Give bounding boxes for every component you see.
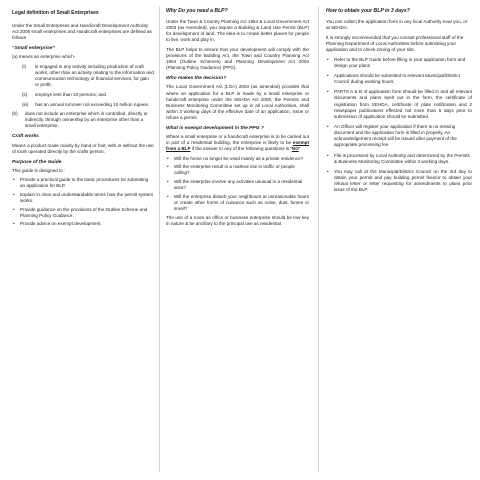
small-enterprise-subheading: “Small enterprise” bbox=[12, 46, 55, 52]
list-item: • Refer to the BLP Guide before filling in your application form and design your plans bbox=[326, 57, 472, 69]
list-item: • You may call at the Municipal/District Council on the 3rd day to obtain your permit and pay building permit fees/or to obtain your refusal letter or letter requesting for amendments to plans prior issue of the BLP. bbox=[326, 169, 472, 193]
list-item: • Explain in clear and understandable terms how the permit system works. bbox=[12, 192, 154, 204]
decision-subheading: Who makes the decision? bbox=[166, 76, 227, 82]
list-item: • File is processed by Local Authority and determined by the Permits & Business Monitoring Committee within 3 working days. bbox=[326, 153, 472, 165]
list-item: • Provide advice on exempt development. bbox=[12, 221, 154, 227]
column-divider bbox=[159, 6, 160, 472]
exempt-text: ” bbox=[298, 146, 301, 152]
legal-intro: Under the Small Enterprises and Handicraft Development Authority Act 2005 small enterprises and Handicraft enterprises are defined as follows bbox=[12, 23, 152, 41]
clause-b bbox=[12, 111, 154, 129]
list-item: • Provide a practical guide to the basic procedures for submitting an application for BLP. bbox=[12, 177, 154, 189]
column-legal-definition bbox=[12, 8, 154, 230]
legal-definition-heading: Legal definition of Small Enterprises bbox=[12, 10, 99, 16]
list-item: • An Officer will register your application if there is no missing document and the application form is filled in properly. An acknowledgement receipt will be issued after payment of the appropriate processing fee. bbox=[326, 124, 472, 148]
why-blp-heading: Why Do you need a BLP? bbox=[166, 8, 228, 14]
clause-a-item bbox=[22, 102, 154, 108]
purpose-subheading: Purpose of the Guide bbox=[12, 159, 62, 165]
column-obtain-blp bbox=[326, 8, 472, 197]
why-blp-paragraph: The BLP helps to ensure that your development will comply with the provisions of the Building Act, the Town and Country Planning Act 1954 (Outline Schemes) and Planning Development Act 2004 (Planning Policy Guidance) (PPG). bbox=[166, 46, 309, 71]
clause-text: is engaged in any activity including production of craft works, other than an activity relating to the information and communication technology or financial services, for gain or profit; bbox=[35, 64, 154, 88]
craft-works-text: Means a product made mainly by hand or foot, with or without the use of tools operated directly by the crafts person. bbox=[12, 142, 154, 154]
clause-a-item bbox=[22, 92, 154, 98]
why-blp-paragraph: Under the Town & Country Planning Act 1954 & Local Government Act 2003 (as Amended), you require a Building & Land Use Permit (BLP) for development of land. The idea is to create better places for people to live, work and play in. bbox=[166, 19, 309, 43]
list-item: • PARTS A & B of application form should be filled in and all relevant documents and plans spelt out in the form, the certificate of registration from SEHDA, certificate of plate notification and 2 newspaper publications effected not more than 5 days prior to submission of application should be submitted. bbox=[326, 89, 472, 119]
list-item: • Will the enterprise result in a marked rise in traffic or people calling? bbox=[166, 164, 309, 176]
clause-label: (ii) bbox=[22, 91, 28, 97]
clause-text: has an annual turnover not exceeding 10 million rupees. bbox=[35, 101, 150, 107]
purpose-intro: This guide is designed to : bbox=[12, 167, 66, 173]
no-emphasis: NO bbox=[291, 146, 299, 152]
clause-text: does not include an enterprise which is controlled, directly or indirectly, through ownership by an enterprise other than a small enterprise. bbox=[25, 111, 148, 129]
exempt-text: if the answer to any of the following questions is “ bbox=[190, 146, 292, 152]
clause-text: employs less than 10 persons; and bbox=[35, 91, 106, 97]
exempt-subheading: What is exempt development in the PPG ? bbox=[166, 126, 264, 131]
list-item: • Applications should be submitted to relevant Municipal/District Council during working hours. bbox=[326, 73, 472, 85]
decision-paragraph: The Local Government Act (LGA) 2003 (as amended) provides that where an application for a BLP is made by a small enterprise or handicraft enterprise under the SEHDA Act 2005, the Permits and Business Monitoring Committee set up in all Local Authorities, shall within 3 working days of the effective date of an application, issue or refuse a permit. bbox=[166, 84, 309, 120]
list-item: • Provide guidance on the provisions of the Outline Scheme and Planning Policy Guidance. bbox=[12, 207, 154, 219]
clause-label: (b) bbox=[12, 111, 18, 117]
exempt-questions-list bbox=[166, 156, 309, 212]
clause-a-item bbox=[22, 64, 154, 88]
obtain-paragraph: You can collect the application form in any local Authority near you, or at SEHDA. bbox=[326, 19, 468, 31]
procedure-list bbox=[326, 57, 472, 194]
craft-works-subheading: Craft works bbox=[12, 134, 39, 140]
list-item: • Will the home no longer be used mainly as a private residence? bbox=[166, 156, 309, 162]
office-use-paragraph: The use of a room as office or business enterprise should be low key in nature & be ancillary to the principal use as residential. bbox=[166, 214, 309, 226]
obtain-paragraph: It is strongly recommended that you consult professional staff of the Planning Department of Local Authorities before submitting your application and to check zoning of your site. bbox=[326, 34, 464, 52]
list-item: • Will the enterprise involve any activities unusual in a residential area? bbox=[166, 179, 309, 191]
exempt-emphasis: exempt from a BLP bbox=[166, 140, 309, 152]
exempt-paragraph bbox=[166, 134, 309, 152]
clause-a-intro: (a) means an enterprise which- bbox=[12, 54, 76, 60]
column-divider bbox=[318, 6, 319, 472]
obtain-blp-heading: How to obtain your BLP in 3 days? bbox=[326, 8, 410, 14]
purpose-list bbox=[12, 177, 154, 227]
clause-label: (i) bbox=[22, 64, 27, 70]
clause-label: (iii) bbox=[22, 101, 29, 107]
exempt-text: Where a small enterprise or a handicraft enterprise is to be carried out in part of a residential building, the enterprise is likely to be bbox=[166, 134, 309, 146]
list-item: • Will the enterprise disturb your neighbours at unreasonable hours or create other forms of nuisance such as noise, dust, fumes or smell? bbox=[166, 194, 309, 212]
column-why-blp bbox=[166, 8, 309, 230]
clause-a-list bbox=[12, 64, 154, 108]
